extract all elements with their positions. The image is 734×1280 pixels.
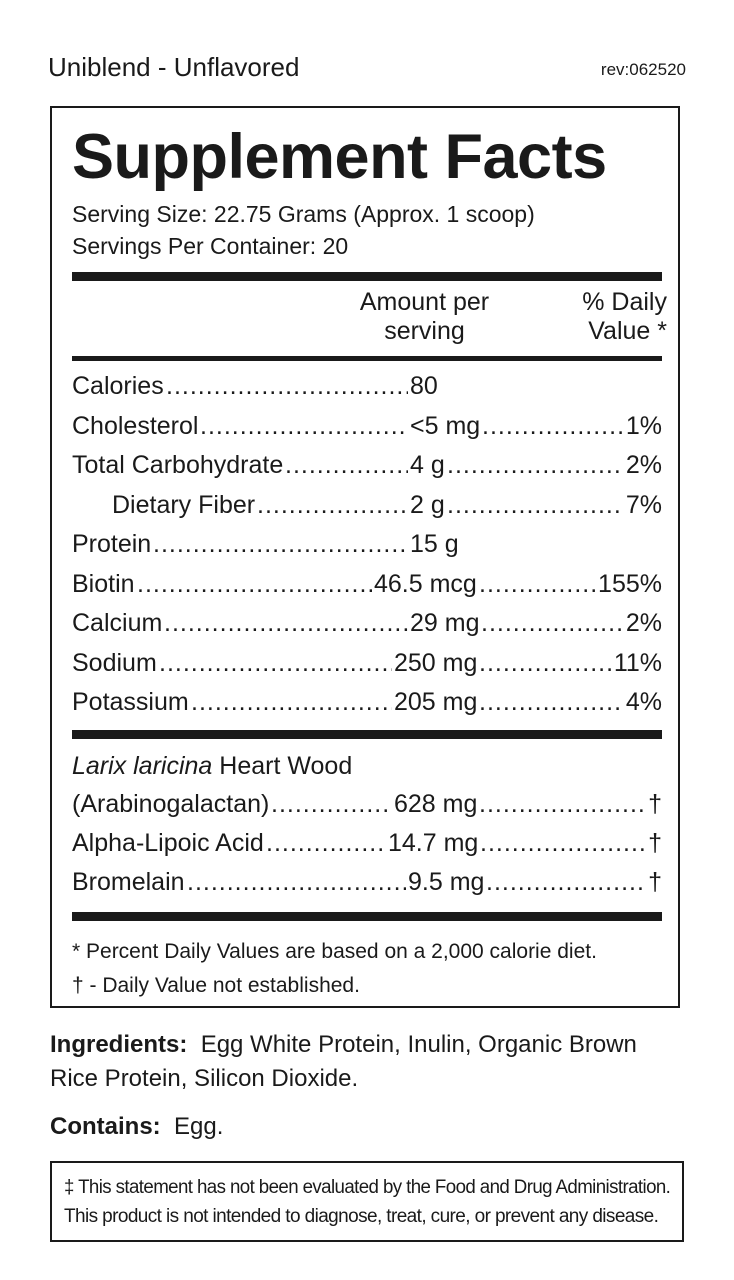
serving-size: Serving Size: 22.75 Grams (Approx. 1 scoop) [72, 201, 535, 227]
other-ingredient-name: (Arabinogalactan) [72, 790, 270, 818]
nutrient-row [72, 412, 662, 448]
nutrient-leader-dots [164, 609, 408, 638]
ingredients-label: Ingredients: [50, 1031, 188, 1058]
other-ingredient-daily-value: † [648, 790, 662, 818]
other-ingredient-leader-dots [266, 829, 386, 858]
nutrient-leader-dots [159, 649, 392, 678]
nutrient-row [72, 530, 662, 566]
other-ingredient-daily-value: † [648, 868, 662, 896]
nutrient-name: Total Carbohydrate [72, 451, 284, 479]
nutrient-amount: 4 g [410, 451, 445, 479]
other-ingredient-title [72, 752, 662, 788]
servings-per-container: Servings Per Container: 20 [72, 233, 349, 259]
column-header-dv-line2: Value * [588, 317, 667, 345]
label-header [48, 52, 686, 86]
nutrient-leader-dots [479, 649, 612, 678]
nutrient-leader-dots [153, 530, 408, 559]
ingredients-statement [50, 1028, 690, 1096]
nutrient-name: Calcium [72, 609, 163, 637]
nutrient-leader-dots [257, 491, 408, 520]
nutrient-daily-value: 155% [598, 569, 662, 598]
nutrient-amount: 80 [410, 372, 438, 400]
other-ingredient-row [72, 790, 662, 826]
thick-divider-2 [72, 730, 662, 739]
nutrient-daily-value: 2% [625, 609, 662, 637]
nutrient-row [72, 570, 662, 606]
nutrient-amount: 250 mg [394, 648, 478, 677]
thick-divider [72, 272, 662, 281]
nutrient-name: Biotin [72, 569, 135, 598]
nutrient-amount: 15 g [410, 530, 459, 558]
ingredients-text: Egg White Protein, Inulin, Organic Brown Rice Protein, Silicon Dioxide. [50, 1031, 637, 1092]
contains-label: Contains: [50, 1113, 161, 1140]
nutrient-row [72, 372, 662, 408]
other-ingredient-leader-dots [479, 790, 646, 819]
botanical-part: Heart Wood [212, 752, 353, 780]
nutrient-row [72, 688, 662, 724]
disclaimer-line1: ‡ This statement has not been evaluated by the Food and Drug Administration. [64, 1177, 671, 1198]
allergen-statement [50, 1110, 223, 1144]
footnote-daily-value: * Percent Daily Values are based on a 2,000 calorie diet. [72, 940, 597, 963]
nutrient-leader-dots [482, 412, 624, 441]
nutrient-name: Calories [72, 372, 164, 400]
nutrient-leader-dots [479, 570, 596, 599]
other-ingredient-amount: 628 mg [394, 790, 478, 818]
nutrient-daily-value: 1% [625, 411, 662, 440]
nutrient-leader-dots [191, 688, 392, 717]
column-header-amount [322, 288, 527, 346]
other-ingredient-row [72, 868, 662, 904]
other-ingredient-amount: 9.5 mg [408, 868, 485, 896]
nutrient-name: Protein [72, 530, 152, 558]
supplement-facts-panel [50, 106, 680, 1008]
nutrient-leader-dots [479, 688, 624, 717]
column-header-dv-line1: % Daily [582, 288, 667, 316]
nutrient-name: Potassium [72, 688, 189, 716]
nutrient-leader-dots [166, 372, 408, 401]
thick-divider-3 [72, 912, 662, 921]
other-ingredient-name: Alpha-Lipoic Acid [72, 829, 264, 857]
nutrient-amount: <5 mg [410, 411, 481, 440]
nutrient-leader-dots [481, 609, 624, 638]
nutrient-leader-dots [200, 412, 408, 441]
column-header-amount-line1: Amount per [359, 288, 490, 316]
other-ingredient-amount: 14.7 mg [388, 829, 479, 857]
other-ingredient-leader-dots [486, 868, 646, 897]
nutrient-amount: 29 mg [410, 609, 480, 637]
nutrient-daily-value: 4% [625, 688, 662, 716]
botanical-name: Larix laricina [72, 752, 213, 780]
nutrient-row [72, 491, 662, 527]
nutrient-leader-dots [447, 451, 624, 480]
nutrient-leader-dots [285, 451, 408, 480]
other-ingredient-row [72, 829, 662, 865]
nutrient-daily-value: 11% [613, 648, 662, 677]
other-ingredient-leader-dots [480, 829, 646, 858]
disclaimer-line2: This product is not intended to diagnose, treat, cure, or prevent any disease. [64, 1206, 659, 1227]
contains-text: Egg. [174, 1113, 224, 1140]
product-name: Uniblend - Unflavored [48, 52, 300, 82]
nutrient-row [72, 649, 662, 685]
other-ingredient-daily-value: † [648, 829, 662, 857]
other-ingredient-leader-dots [271, 790, 392, 819]
nutrient-amount: 2 g [410, 490, 445, 519]
nutrient-daily-value: 7% [625, 490, 662, 519]
revision-code: rev:062520 [600, 60, 686, 79]
column-header-amount-line2: serving [384, 317, 465, 345]
nutrient-leader-dots [447, 491, 624, 520]
panel-title: Supplement Facts [72, 122, 607, 192]
nutrient-daily-value: 2% [625, 451, 662, 479]
nutrient-leader-dots [137, 570, 372, 599]
nutrient-name: Sodium [72, 648, 157, 677]
fda-disclaimer [50, 1161, 684, 1242]
nutrient-amount: 46.5 mcg [374, 569, 477, 598]
other-ingredient-leader-dots [187, 868, 406, 897]
nutrient-row [72, 451, 662, 487]
nutrient-name: Cholesterol [72, 411, 199, 440]
nutrient-name: Dietary Fiber [112, 490, 256, 519]
medium-divider [72, 356, 662, 361]
footnote-dagger: † - Daily Value not established. [72, 974, 360, 997]
nutrient-amount: 205 mg [394, 688, 478, 716]
column-header-daily-value [537, 288, 667, 346]
other-ingredient-name: Bromelain [72, 868, 185, 896]
nutrient-row [72, 609, 662, 645]
